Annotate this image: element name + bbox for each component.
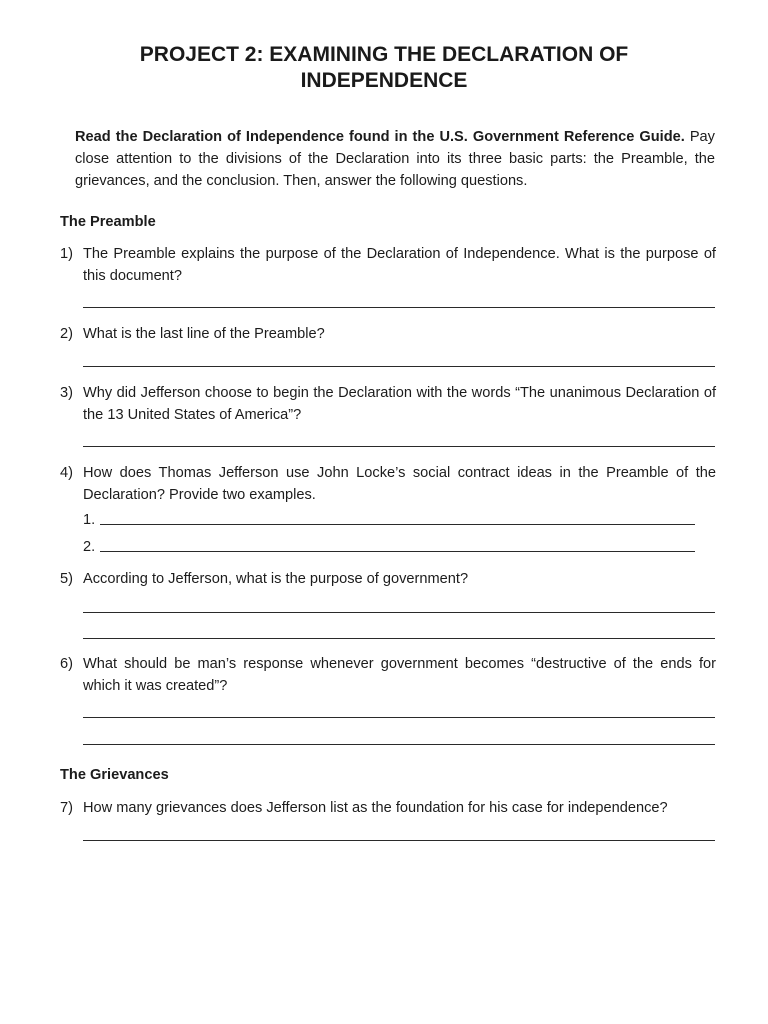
instructions — [75, 126, 715, 192]
title-line-2: INDEPENDENCE — [300, 69, 468, 92]
question-text: Why did Jefferson choose to begin the Declaration with the words “The unanimous Declaration of the 13 United States of America”? — [83, 385, 716, 423]
question-text: What should be man’s response whenever government becomes “destructive of the ends for which it was created”? — [83, 656, 716, 694]
example-number: 1. — [83, 512, 96, 528]
example-answer-line[interactable] — [100, 524, 695, 525]
answer-line-7[interactable] — [83, 840, 715, 841]
question-number: 7) — [60, 800, 73, 816]
answer-line-5b[interactable] — [83, 638, 715, 639]
question-number: 1) — [60, 246, 73, 262]
question-number: 6) — [60, 656, 73, 672]
section-heading-grievances: The Grievances — [60, 767, 169, 783]
instructions-text: Pay close attention to the divisions of the Declaration into its three basic parts: the Preamble, the grievances, and the conclusion. Then, answer the following questions. — [75, 129, 715, 189]
question-number: 3) — [60, 385, 73, 401]
answer-line-1[interactable] — [83, 307, 715, 308]
question-number: 2) — [60, 326, 73, 342]
question-text: How many grievances does Jefferson list as the foundation for his case for independence? — [83, 800, 668, 816]
example-answer-line[interactable] — [100, 551, 695, 552]
answer-line-6b[interactable] — [83, 744, 715, 745]
question-text: What is the last line of the Preamble? — [83, 326, 325, 342]
question-text: According to Jefferson, what is the purpose of government? — [83, 571, 469, 587]
question-text: The Preamble explains the purpose of the Declaration of Independence. What is the purpose of this document? — [83, 246, 716, 284]
question-text: How does Thomas Jefferson use John Locke’s social contract ideas in the Preamble of the Declaration? Provide two examples. — [83, 465, 716, 503]
question-number: 4) — [60, 465, 73, 481]
section-heading-preamble: The Preamble — [60, 214, 156, 230]
instructions-bold: Read the Declaration of Independence found in the U.S. Government Reference Guide. — [75, 129, 685, 145]
answer-line-6a[interactable] — [83, 717, 715, 718]
answer-line-5a[interactable] — [83, 612, 715, 613]
example-number: 2. — [83, 539, 96, 555]
title-line-1: PROJECT 2: EXAMINING THE DECLARATION OF — [139, 43, 629, 66]
answer-line-2[interactable] — [83, 366, 715, 367]
answer-line-3[interactable] — [83, 446, 715, 447]
page-title — [0, 42, 768, 94]
question-number: 5) — [60, 571, 73, 587]
